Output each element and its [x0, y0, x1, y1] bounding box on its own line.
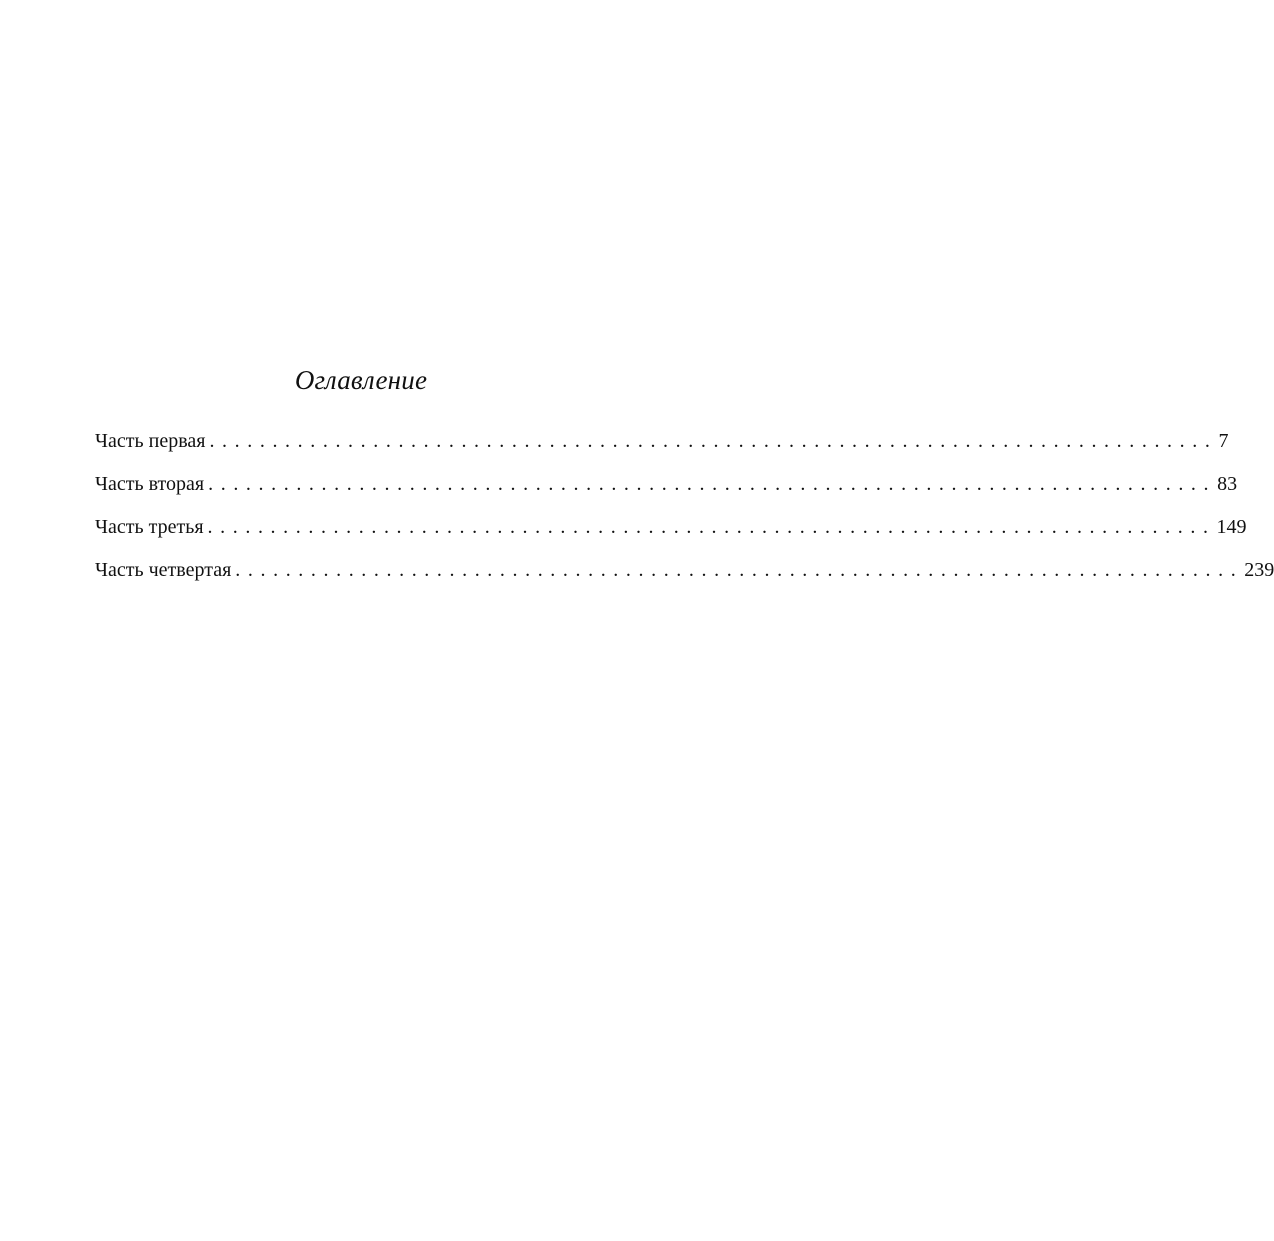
toc-list — [95, 425, 1274, 597]
toc-entry-page: 239 — [1244, 559, 1274, 581]
toc-entry-page: 149 — [1216, 516, 1247, 538]
toc-entry-label: Часть вторая — [95, 473, 205, 495]
toc-entry-page: 83 — [1217, 473, 1238, 495]
toc-dot-leader: ................................................................................ — [208, 473, 1217, 495]
toc-title: Оглавление — [294, 365, 428, 395]
toc-entry — [95, 511, 1247, 554]
toc-entry-label: Часть четвертая — [95, 559, 232, 581]
toc-entry — [95, 554, 1274, 597]
toc-dot-leader: ................................................................................ — [209, 430, 1218, 452]
toc-entry-page: 7 — [1218, 430, 1229, 452]
toc-dot-leader: ................................................................................ — [235, 559, 1244, 581]
toc-entry — [95, 425, 1229, 468]
toc-entry — [95, 468, 1238, 511]
toc-entry-label: Часть первая — [95, 430, 206, 452]
toc-dot-leader: ................................................................................ — [207, 516, 1216, 538]
toc-entry-label: Часть третья — [95, 516, 204, 538]
